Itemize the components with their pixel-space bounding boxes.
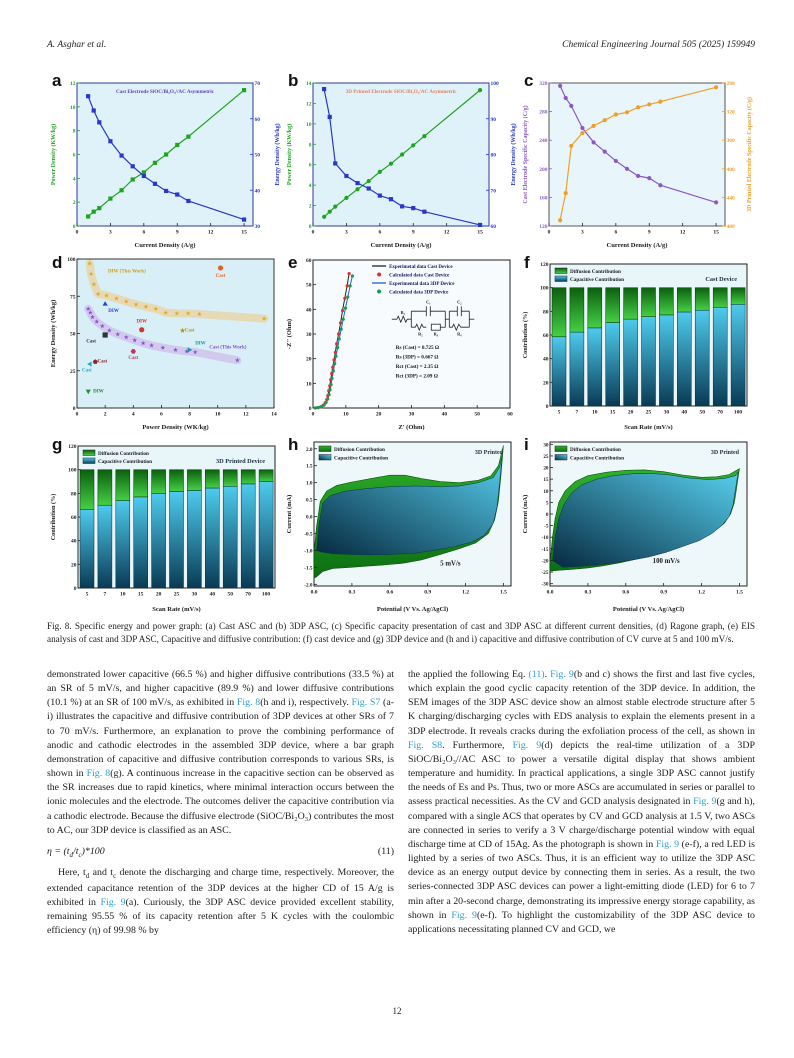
chart-text: 0 bbox=[311, 411, 315, 418]
x-axis-label: Current Density (A/g) bbox=[134, 242, 196, 249]
scatter-annotation: Cast bbox=[184, 328, 195, 334]
chart-text: 120 bbox=[539, 224, 548, 230]
chart-text: 70 bbox=[490, 188, 496, 195]
chart-text: 25 bbox=[543, 453, 549, 460]
chart-text: 30 bbox=[191, 591, 198, 598]
chart-text: 5 bbox=[545, 500, 549, 507]
chart-text: R₄ bbox=[457, 331, 462, 337]
scatter-annotation: Cast bbox=[86, 339, 96, 345]
chart-text: 0.0 bbox=[306, 514, 313, 521]
legend-label: Capacitive Contribution bbox=[570, 455, 625, 462]
x-axis-label: Potential (V Vs. Ag/AgCl) bbox=[376, 606, 449, 613]
y-axis-label: -Z'' (Ohm) bbox=[286, 318, 293, 350]
chart-text: 7 bbox=[575, 409, 579, 416]
chart-text: 80 bbox=[543, 309, 549, 316]
chart-text: 50 bbox=[254, 152, 260, 159]
text-run: . Furthermore, bbox=[442, 739, 513, 751]
chart-text: -10 bbox=[541, 535, 549, 542]
chart-text: 20 bbox=[375, 411, 382, 418]
left-paragraph-0 bbox=[47, 668, 394, 838]
y-axis-label-left: Power Density (KW/kg) bbox=[287, 123, 293, 186]
y-axis-label-right: Energy Density (Wh/kg) bbox=[511, 123, 517, 186]
chart-text: 30 bbox=[663, 409, 670, 416]
equation-lhs: $\eta = (t_d/t_c)*100$ bbox=[47, 845, 105, 859]
y-axis-label: Current (mA) bbox=[286, 494, 293, 534]
chart-text: 3 bbox=[345, 229, 348, 236]
scan-rate-label: 5 mV/s bbox=[440, 560, 461, 568]
chart-text: 60 bbox=[254, 116, 260, 123]
chart-text: 6 bbox=[308, 162, 312, 169]
panel-letter-c: c bbox=[524, 71, 534, 90]
chart-text: 40 bbox=[441, 411, 448, 418]
chart-text: 2.0 bbox=[306, 446, 313, 453]
chart-text: 15 bbox=[609, 409, 616, 416]
text-run: (d) depicts the real-time utilization of a 3DP SiOC/Bi₂O₃//AC ASC to power a versatile digital display that shows ambient temperature and humidity. In practical applications, a single 3DP ASC cannot justify the needs of Es and Ps. Thus, two or more ASCs are accumulated in series or parallel to assess practical necessities. As the CV and GCD analysis designated in bbox=[408, 739, 755, 808]
legend-label: Calculated data 3DP Device bbox=[389, 290, 449, 296]
scatter-annotation: DIW bbox=[136, 319, 148, 325]
chart-title: 3D Printed Electrode SiOC/Bi₂O₃/AC Asymmetric bbox=[345, 89, 457, 95]
chart-panel-c bbox=[519, 70, 755, 252]
text-run: (g and h), compared with a single ACS that operates by CV and GCD analysis at 1.5 V, two ASCs are connected in series to verify a 3 V charge/discharge potential window with equal discharge time at CD of 15Ag. As the photograph is shown in bbox=[408, 796, 755, 850]
equation-number: (11) bbox=[377, 845, 394, 857]
chart-text: 50 bbox=[474, 411, 480, 418]
device-label: 3D Printed bbox=[710, 450, 739, 456]
chart-svg-g bbox=[47, 434, 283, 616]
chart-text: 1.5 bbox=[499, 589, 507, 596]
chart-text: 20 bbox=[627, 409, 634, 416]
chart-text: 400 bbox=[726, 166, 735, 173]
chart-text: 10 bbox=[306, 121, 312, 128]
chart-text: 60 bbox=[306, 258, 312, 264]
chart-svg-h bbox=[283, 434, 519, 616]
chart-svg-c bbox=[519, 70, 755, 252]
chart-panel-a bbox=[47, 70, 283, 252]
chart-text: 70 bbox=[245, 591, 251, 598]
chart-text: -2.0 bbox=[304, 582, 313, 589]
device-label: 3D Printed Device bbox=[216, 458, 265, 465]
chart-text: 30 bbox=[543, 442, 549, 449]
chart-text: 0 bbox=[545, 404, 549, 410]
chart-text: 30 bbox=[254, 224, 260, 230]
chart-text: 14 bbox=[271, 411, 277, 418]
legend-label: Diffusion Contribution bbox=[98, 450, 149, 457]
chart-text: 360 bbox=[726, 138, 735, 145]
eis-annotation: Rs (3DP) = 0.667 Ω bbox=[395, 354, 439, 361]
chart-svg-e bbox=[283, 252, 519, 434]
equation-11 bbox=[47, 845, 394, 861]
chart-text: 40 bbox=[543, 356, 549, 363]
chart-text: 20 bbox=[543, 380, 549, 387]
chart-panel-h bbox=[283, 434, 519, 616]
chart-text: 0 bbox=[72, 406, 76, 412]
chart-text: C₂ bbox=[457, 299, 462, 305]
chart-text: 15 bbox=[241, 229, 247, 236]
text-run: (b and c) shows the first and last five cycles, which explain the good cyclic capacity retention of the 3DP device. In addition, the SEM images of the 3DP ASC device show an almost stable electrode structure after 5 K charging/discharging cycles with EDS analysis to explain the elements present in a 3DP electrode. It reveals cracks during the exfoliation process of the cell, as shown in bbox=[408, 669, 755, 737]
eis-annotation: Rct (Cast) = 2.35 Ω bbox=[395, 363, 439, 370]
page-header bbox=[47, 40, 755, 50]
chart-text: 320 bbox=[726, 109, 735, 116]
device-label: Cast Device bbox=[705, 276, 737, 283]
chart-text: 60 bbox=[71, 515, 77, 521]
chart-text: 0.9 bbox=[424, 589, 432, 596]
chart-text: 0.6 bbox=[622, 589, 630, 596]
chart-text: 4 bbox=[131, 411, 135, 418]
chart-text: 10 bbox=[343, 411, 349, 418]
chart-text: 440 bbox=[726, 195, 735, 202]
legend-label: Diffusion Contribution bbox=[570, 268, 621, 275]
chart-text: 8 bbox=[188, 411, 191, 418]
chart-text: 320 bbox=[539, 81, 548, 87]
running-author: A. Asghar et al. bbox=[47, 40, 107, 50]
text-run: . bbox=[544, 669, 551, 680]
chart-text: 0 bbox=[75, 229, 79, 236]
legend-label: Capacitive Contribution bbox=[98, 458, 153, 465]
chart-text: 10 bbox=[306, 381, 312, 388]
chart-text: 1.5 bbox=[735, 589, 743, 596]
chart-text: 160 bbox=[539, 195, 548, 202]
chart-text: R₁ bbox=[400, 310, 406, 316]
chart-text: 80 bbox=[490, 152, 496, 159]
chart-text: 1.2 bbox=[698, 589, 705, 596]
chart-text: 10 bbox=[592, 409, 598, 416]
panel-letter-g: g bbox=[52, 435, 63, 454]
subscript: c bbox=[113, 872, 117, 880]
chart-text: 0 bbox=[308, 224, 312, 230]
scatter-annotation: Cast bbox=[215, 273, 226, 279]
chart-text: 1.5 bbox=[306, 463, 313, 470]
chart-panel-g bbox=[47, 434, 283, 616]
chart-text: 0 bbox=[545, 512, 549, 518]
chart-text: 6 bbox=[72, 152, 76, 159]
chart-text: 15 bbox=[543, 477, 549, 484]
y-axis-label-right: Energy Density (Wh/kg) bbox=[275, 123, 281, 186]
scatter-annotation: DIW (This Work) bbox=[107, 269, 146, 275]
chart-text: 80 bbox=[71, 491, 77, 498]
chart-text: 40 bbox=[254, 188, 260, 195]
chart-text: -1.5 bbox=[304, 565, 313, 572]
chart-text: 280 bbox=[539, 109, 548, 116]
left-paragraph-2 bbox=[47, 866, 394, 939]
chart-text: R₃ bbox=[433, 331, 439, 337]
chart-text: 0.6 bbox=[386, 589, 394, 596]
y-axis-label: Contribution (%) bbox=[50, 493, 57, 541]
chart-text: 100 bbox=[540, 285, 549, 292]
fig-ref-link[interactable]: Fig. 8 bbox=[86, 768, 111, 780]
chart-text: 240 bbox=[539, 138, 548, 145]
eis-annotation: Rs (Cast) = 0.725 Ω bbox=[395, 344, 440, 351]
text-run: and t bbox=[89, 866, 114, 878]
chart-text: R₂ bbox=[418, 331, 423, 337]
chart-text: 90 bbox=[490, 116, 496, 123]
scatter-annotation: Cast (This Work) bbox=[209, 345, 247, 351]
chart-text: 120 bbox=[540, 262, 549, 268]
chart-text: 1.2 bbox=[462, 589, 469, 596]
y-axis-label: Energy Density (Wh/kg) bbox=[50, 299, 57, 368]
chart-text: 2 bbox=[103, 411, 107, 418]
text-run: demonstrated lower capacitive (66.5 %) and higher diffusive contributions (33.5 %) at an SR of 5 mV/s, and higher capacitive (89.9 %) and lower diffusive contributions (10.1 %) at an SR of 100 mV/s, as exhibited in bbox=[47, 669, 394, 709]
text-run: Here, t bbox=[58, 866, 86, 878]
chart-text: 25 bbox=[645, 409, 652, 416]
chart-text: 100 bbox=[68, 467, 77, 474]
chart-text: 3 bbox=[109, 229, 112, 236]
chart-text: 10 bbox=[70, 104, 76, 111]
chart-text: 50 bbox=[306, 282, 312, 289]
chart-text: 12 bbox=[70, 81, 76, 87]
legend-label: Experimetal data Cast Device bbox=[389, 265, 453, 270]
chart-title: Cast Electrode SiOC/Bi₂O₃//AC Asymmetric bbox=[116, 89, 214, 95]
chart-text: 120 bbox=[68, 444, 77, 450]
text-run: (g). A continuous increase in the capacitive section can be observed as the SR increases due to rapid kinetics, where minimal interaction occurs between the ionic molecules and the electrode. The outcomes deliver the capacitive contribution via a cathodic electrode. Because the diffusive electrode (SiOC/Bi₂O₃) contributes the most to AC, our 3DP device is classified as an ASC. bbox=[47, 768, 395, 836]
chart-text: 30 bbox=[306, 332, 312, 338]
chart-text: 6 bbox=[614, 229, 618, 236]
y-axis-label: Contribution (%) bbox=[522, 311, 529, 359]
chart-text: 10 bbox=[214, 411, 221, 418]
figure-caption: Fig. 8. Specific energy and power graph: (a) Cast ASC and (b) 3DP ASC, (c) Specific capacity presentation of cast and 3DP ASC at different current densities, (d) Ragone graph, (e) EIS analysis of cast and 3DP ASC, Capacitive and diffusive contribution: (f) cast device and (g) 3DP device and (h and i) capacitive and diffusive contribution of CV curve at 5 and 100 mV/s. bbox=[47, 621, 755, 644]
chart-text: 0.0 bbox=[310, 589, 318, 596]
chart-text: 100 bbox=[490, 81, 499, 87]
chart-text: -20 bbox=[541, 558, 549, 565]
legend-label: Capacitive Contribution bbox=[334, 455, 389, 462]
x-axis-label: Potential (V Vs. Ag/AgCl) bbox=[612, 606, 685, 613]
chart-text: 4 bbox=[72, 176, 76, 183]
chart-text: 480 bbox=[726, 224, 735, 230]
chart-text: -25 bbox=[541, 570, 549, 577]
chart-text: 0 bbox=[547, 229, 551, 236]
scatter-annotation: Cast bbox=[97, 359, 108, 365]
chart-text: -0.5 bbox=[304, 531, 313, 538]
fig-ref-link[interactable]: Fig. 8 bbox=[236, 697, 261, 709]
chart-text: 5 bbox=[85, 591, 89, 598]
chart-text: -30 bbox=[541, 581, 549, 588]
subscript: d bbox=[85, 872, 90, 880]
legend-label: Capacitive Contribution bbox=[570, 276, 625, 283]
chart-text: 20 bbox=[155, 591, 162, 598]
chart-text: 100 bbox=[67, 257, 76, 263]
chart-text: 4 bbox=[308, 183, 312, 190]
chart-text: 6 bbox=[378, 229, 382, 236]
chart-text: 100 bbox=[261, 591, 271, 598]
chart-text: 7 bbox=[103, 591, 107, 598]
chart-text: 5 bbox=[557, 409, 561, 416]
running-journal: Chemical Engineering Journal 505 (2025) 159949 bbox=[562, 40, 755, 50]
panel-letter-e: e bbox=[288, 253, 298, 272]
scatter-annotation: DIW bbox=[195, 341, 206, 347]
fig-ref-link[interactable]: Fig. 9 bbox=[693, 796, 717, 808]
chart-text: 25 bbox=[173, 591, 180, 598]
chart-text: 2 bbox=[72, 200, 76, 207]
chart-text: 0 bbox=[308, 406, 312, 412]
x-axis-label: Scan Rate (mV/s) bbox=[152, 606, 201, 613]
device-label: 3D Printed bbox=[474, 450, 503, 456]
body-column-right bbox=[408, 668, 755, 938]
scatter-annotation: DIW bbox=[93, 389, 104, 395]
body-column-left bbox=[47, 668, 394, 938]
chart-text: 20 bbox=[71, 562, 77, 569]
legend-label: Calculated data Cast Device bbox=[389, 273, 450, 279]
scan-rate-label: 100 mV/s bbox=[652, 557, 680, 565]
chart-text: -1.0 bbox=[304, 548, 313, 555]
chart-svg-b bbox=[283, 70, 519, 252]
chart-text: 2 bbox=[308, 203, 312, 210]
text-run: (h and i), respectively. bbox=[260, 697, 352, 709]
chart-text: 8 bbox=[308, 142, 312, 149]
chart-text: 0.3 bbox=[584, 589, 592, 596]
scatter-annotation: Cast bbox=[128, 355, 139, 361]
chart-text: 3 bbox=[581, 229, 584, 236]
panel-letter-i: i bbox=[524, 435, 529, 454]
fig-ref-link[interactable]: Fig. 9 bbox=[451, 909, 477, 921]
scatter-annotation: DIW bbox=[108, 308, 119, 314]
chart-text: 70 bbox=[254, 81, 260, 87]
chart-panel-i bbox=[519, 434, 755, 616]
body-columns bbox=[47, 668, 755, 938]
chart-text: -15 bbox=[541, 546, 549, 553]
chart-text: 12 bbox=[679, 229, 686, 236]
chart-svg-d bbox=[47, 252, 283, 434]
chart-svg-i bbox=[519, 434, 755, 616]
chart-text: 12 bbox=[207, 229, 214, 236]
chart-text: 14 bbox=[306, 81, 312, 87]
panel-letter-f: f bbox=[524, 253, 530, 272]
panel-letter-h: h bbox=[288, 435, 299, 454]
eis-annotation: Rct (3DP) = 2.09 Ω bbox=[395, 373, 438, 380]
x-axis-label: Power Density (WK/kg) bbox=[142, 424, 209, 431]
chart-text: 10 bbox=[120, 591, 126, 598]
y-axis-label-left: Power Density (KW/kg) bbox=[51, 123, 57, 186]
chart-text: 0.3 bbox=[348, 589, 356, 596]
panel-letter-b: b bbox=[288, 71, 299, 90]
legend-label: Diffusion Contribution bbox=[570, 446, 621, 453]
x-axis-label: Current Density (A/g) bbox=[606, 242, 668, 249]
chart-text: 0.9 bbox=[660, 589, 668, 596]
text-run: the applied the following Eq. bbox=[408, 669, 529, 680]
chart-text: 10 bbox=[543, 488, 549, 495]
chart-text: 0.0 bbox=[546, 589, 554, 596]
chart-text: 50 bbox=[227, 591, 233, 598]
chart-text: 15 bbox=[713, 229, 719, 236]
y-axis-label: Current (mA) bbox=[522, 494, 529, 534]
chart-text: 40 bbox=[306, 307, 312, 314]
chart-text: 6 bbox=[142, 229, 146, 236]
chart-text: 30 bbox=[408, 411, 415, 418]
chart-panel-e bbox=[283, 252, 519, 434]
chart-text: 0.5 bbox=[306, 497, 313, 504]
chart-text: 12 bbox=[443, 229, 450, 236]
chart-text: 20 bbox=[306, 356, 312, 363]
chart-text: 40 bbox=[209, 591, 216, 598]
chart-svg-a bbox=[47, 70, 283, 252]
right-paragraph-0 bbox=[408, 668, 755, 937]
panel-letter-d: d bbox=[52, 253, 63, 272]
chart-text: 50 bbox=[699, 409, 705, 416]
chart-text: C₁ bbox=[426, 299, 431, 305]
chart-text: 60 bbox=[490, 224, 496, 230]
x-axis-label: Current Density (A/g) bbox=[370, 242, 432, 249]
chart-panel-d bbox=[47, 252, 283, 434]
scatter-annotation: Cast bbox=[81, 368, 92, 374]
x-axis-label: Scan Rate (mV/s) bbox=[624, 424, 673, 431]
fig-ref-link[interactable]: Fig. 9 bbox=[100, 896, 126, 908]
chart-text: 9 bbox=[647, 229, 651, 236]
legend-label: Diffusion Contribution bbox=[334, 446, 385, 453]
chart-svg-f bbox=[519, 252, 755, 434]
chart-panel-f bbox=[519, 252, 755, 434]
chart-text: 15 bbox=[477, 229, 483, 236]
fig-ref-link[interactable]: Fig. 9 bbox=[550, 669, 574, 680]
chart-text: 15 bbox=[137, 591, 144, 598]
fig-ref-link[interactable]: Fig. 9 bbox=[655, 838, 680, 850]
chart-text: 75 bbox=[70, 294, 76, 301]
page-number: 12 bbox=[392, 1006, 402, 1016]
text-run: (e-f), a red LED is lighted by a series of two ASCs. Thus, it is an efficient way to utilize the 3DP ASC device as an energy output device by connecting them in series. As a result, the two series-connected 3DP ASC devices can power a light-emitting diode (LED) for 6 to 7 min after a 20-second charge, demonstrating its impressive energy storage capability, as shown in bbox=[408, 838, 755, 921]
fig-ref-link[interactable]: Fig. S7 bbox=[351, 697, 381, 709]
panel-letter-a: a bbox=[52, 71, 62, 90]
chart-text: 0 bbox=[75, 411, 79, 418]
chart-text: 6 bbox=[160, 411, 163, 418]
chart-text: 40 bbox=[71, 538, 77, 545]
chart-text: 0 bbox=[72, 224, 76, 230]
text-run: (a). Curiously, the 3DP ASC device provided excellent stability, remaining 95.55 % of its capacity retention after 5 K cycles with the coulombic efficiency (η) of 99.98 % by bbox=[47, 896, 394, 937]
text-run: (a-i) illustrates the capacitive and diffusive contribution of 3DP devices at other SRs of 7 to 70 mV/s. Furthermore, an explanation to prove the combining performance of anodic and cathodic electrodes in the assembled 3DP device, where a bar graph demonstration of capacitive and diffusive contribution corresponds to various SRs, is shown in bbox=[47, 697, 394, 780]
chart-text: 0 bbox=[311, 229, 315, 236]
chart-panel-b bbox=[283, 70, 519, 252]
chart-text: 0 bbox=[73, 586, 77, 592]
chart-text: 100 bbox=[733, 409, 743, 416]
chart-text: 12 bbox=[243, 411, 249, 418]
fig-ref-link[interactable]: (11) bbox=[528, 669, 545, 680]
chart-text: 12 bbox=[306, 101, 312, 108]
x-axis-label: Z' (Ohm) bbox=[398, 424, 425, 431]
chart-text: 1.0 bbox=[306, 480, 313, 487]
chart-text: 200 bbox=[539, 166, 548, 173]
chart-text: 9 bbox=[411, 229, 415, 236]
chart-text: 40 bbox=[681, 409, 688, 416]
chart-text: 50 bbox=[70, 331, 76, 338]
chart-text: 70 bbox=[717, 409, 723, 416]
chart-text: 25 bbox=[70, 368, 76, 375]
y-axis-label-left: Cast Electrode Specific Capacity (C/g) bbox=[523, 105, 529, 204]
legend-label: Experimental data 3DP Device bbox=[389, 282, 455, 287]
chart-text: -5 bbox=[544, 523, 549, 530]
figure-8-grid bbox=[47, 70, 755, 616]
text-run: denote the discharging and charge time, respectively. Moreover, the extended capacitance retention of the 3DP devices at the higher CD of 15 A/g is exhibited in bbox=[47, 866, 394, 908]
fig-ref-link[interactable]: Fig. 9 bbox=[512, 739, 542, 751]
chart-text: 20 bbox=[543, 465, 549, 472]
text-run: (e-f). To highlight the customizability of the 3DP ASC device to applications necessitating planned CV and GCD, we bbox=[408, 909, 755, 935]
chart-text: 9 bbox=[175, 229, 179, 236]
chart-text: 8 bbox=[72, 128, 76, 135]
chart-text: 60 bbox=[543, 333, 549, 339]
chart-text: 280 bbox=[726, 81, 735, 87]
chart-text: 60 bbox=[507, 411, 513, 418]
fig-ref-link[interactable]: Fig. S8 bbox=[408, 739, 443, 751]
y-axis-label-right: 3D Printed Electrode Specific Capacity (C/g) bbox=[747, 97, 753, 212]
